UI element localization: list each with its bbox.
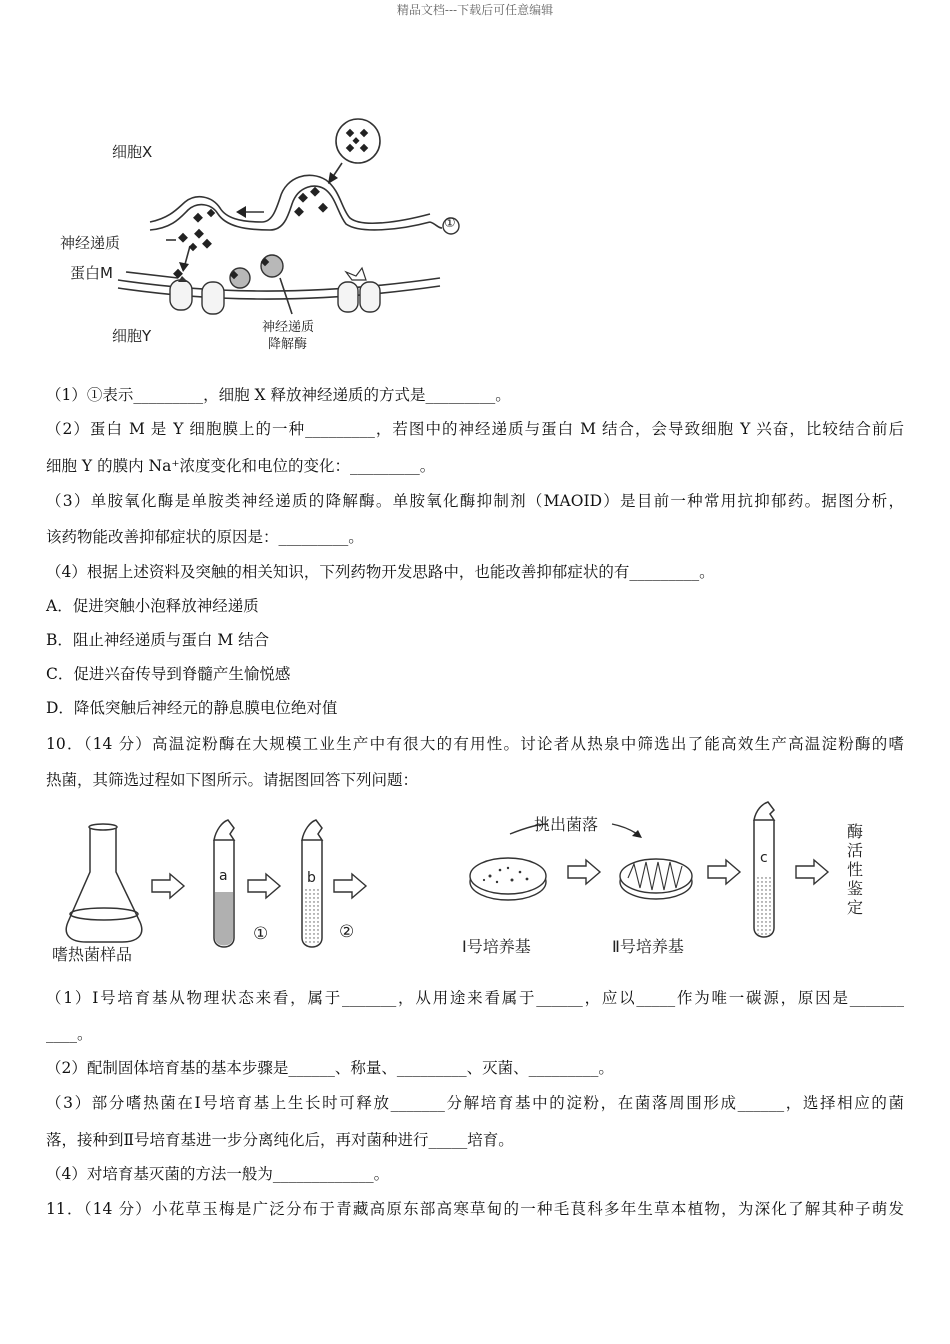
label-transmitter: 神经递质 xyxy=(60,234,121,252)
q10-part1-line1: （1）Ⅰ号培育基从物理状态来看，属于_______，从用途来看属于______，应以_____作为唯一碳源，原因是_______ xyxy=(46,989,904,1007)
step-1-label: ① xyxy=(253,924,269,944)
q9-option-c: C．促进兴奋传导到脊髓产生愉悦感 xyxy=(46,665,291,683)
enzyme-assay-label: 酶活性鉴定 xyxy=(846,822,863,917)
page-header: 精品文档---下载后可任意编辑 xyxy=(396,3,554,17)
q10-part3-line1: （3）部分嗜热菌在Ⅰ号培育基上生长时可释放_______分解培育基中的淀粉，在菌落周围形成______，选择相应的菌 xyxy=(46,1094,904,1112)
q9-option-a: A．促进突触小泡释放神经递质 xyxy=(46,597,259,615)
plate-1-icon xyxy=(470,858,546,900)
q9-part4: （4）根据上述资料及突触的相关知识，下列药物开发思路中，也能改善抑郁症状的有_________。 xyxy=(46,563,715,581)
medium-2-label: Ⅱ号培养基 xyxy=(612,937,684,956)
tube-c-icon xyxy=(754,802,774,937)
label-protein-m: 蛋白M xyxy=(70,264,113,282)
flask-icon xyxy=(66,824,142,942)
label-marker: ① xyxy=(444,216,456,231)
q10-stem-line2: 热菌，其筛选过程如下图所示。请据图回答下列问题： xyxy=(46,771,419,789)
label-cell-x: 细胞X xyxy=(112,143,153,161)
label-cell-y: 细胞Y xyxy=(112,327,152,345)
q9-part2-line1: （2）蛋白 M 是 Y 细胞膜上的一种_________，若图中的神经递质与蛋白 M 结合，会导致细胞 Y 兴奋，比较结合前后 xyxy=(46,420,904,438)
step-2-label: ② xyxy=(339,922,355,942)
q9-part1: （1）①表示_________，细胞 X 释放神经递质的方式是_________。 xyxy=(46,386,511,404)
q10-part3-line2: 落，接种到Ⅱ号培育基进一步分离纯化后，再对菌种进行_____培育。 xyxy=(46,1131,514,1149)
q9-part2-line2: 细胞 Y 的膜内 Na⁺浓度变化和电位的变化：_________。 xyxy=(46,457,436,475)
q9-part3-line1: （3）单胺氧化酶是单胺类神经递质的降解酶。单胺氧化酶抑制剂（MAOID）是目前一种常用抗抑郁药。据图分析， xyxy=(46,492,904,510)
q9-part3-line2: 该药物能改善抑郁症状的原因是：_________。 xyxy=(46,528,364,546)
q10-part1-line2: ____。 xyxy=(46,1025,93,1043)
tube-b-label: b xyxy=(307,870,316,886)
tube-c-label: c xyxy=(760,850,768,866)
sample-label: 嗜热菌样品 xyxy=(52,945,133,964)
q9-option-d: D．降低突触后神经元的静息膜电位绝对值 xyxy=(46,699,338,717)
synapse-diagram xyxy=(0,0,950,380)
q9-option-b: B．阻止神经递质与蛋白 M 结合 xyxy=(46,631,270,649)
plate-2-icon xyxy=(620,859,692,899)
label-enzyme-line1: 神经递质 xyxy=(262,320,315,335)
q10-part4: （4）对培育基灭菌的方法一般为_____________。 xyxy=(46,1165,390,1183)
label-enzyme-line2: 降解酶 xyxy=(268,337,308,352)
q11-stem: 11．（14 分）小花草玉梅是广泛分布于青藏高原东部高寒草甸的一种毛茛科多年生草本植物，为深化了解其种子萌发 xyxy=(46,1200,904,1218)
pick-colony-label: 挑出菌落 xyxy=(534,815,599,834)
q10-stem-line1: 10．（14 分）高温淀粉酶在大规模工业生产中有很大的有用性。讨论者从热泉中筛选出了能高效生产高温淀粉酶的嗜 xyxy=(46,735,904,753)
q10-part2: （2）配制固体培育基的基本步骤是______、称量、_________、灭菌、_________。 xyxy=(46,1059,614,1077)
tube-a-label: a xyxy=(219,868,228,884)
medium-1-label: Ⅰ号培养基 xyxy=(462,937,531,956)
